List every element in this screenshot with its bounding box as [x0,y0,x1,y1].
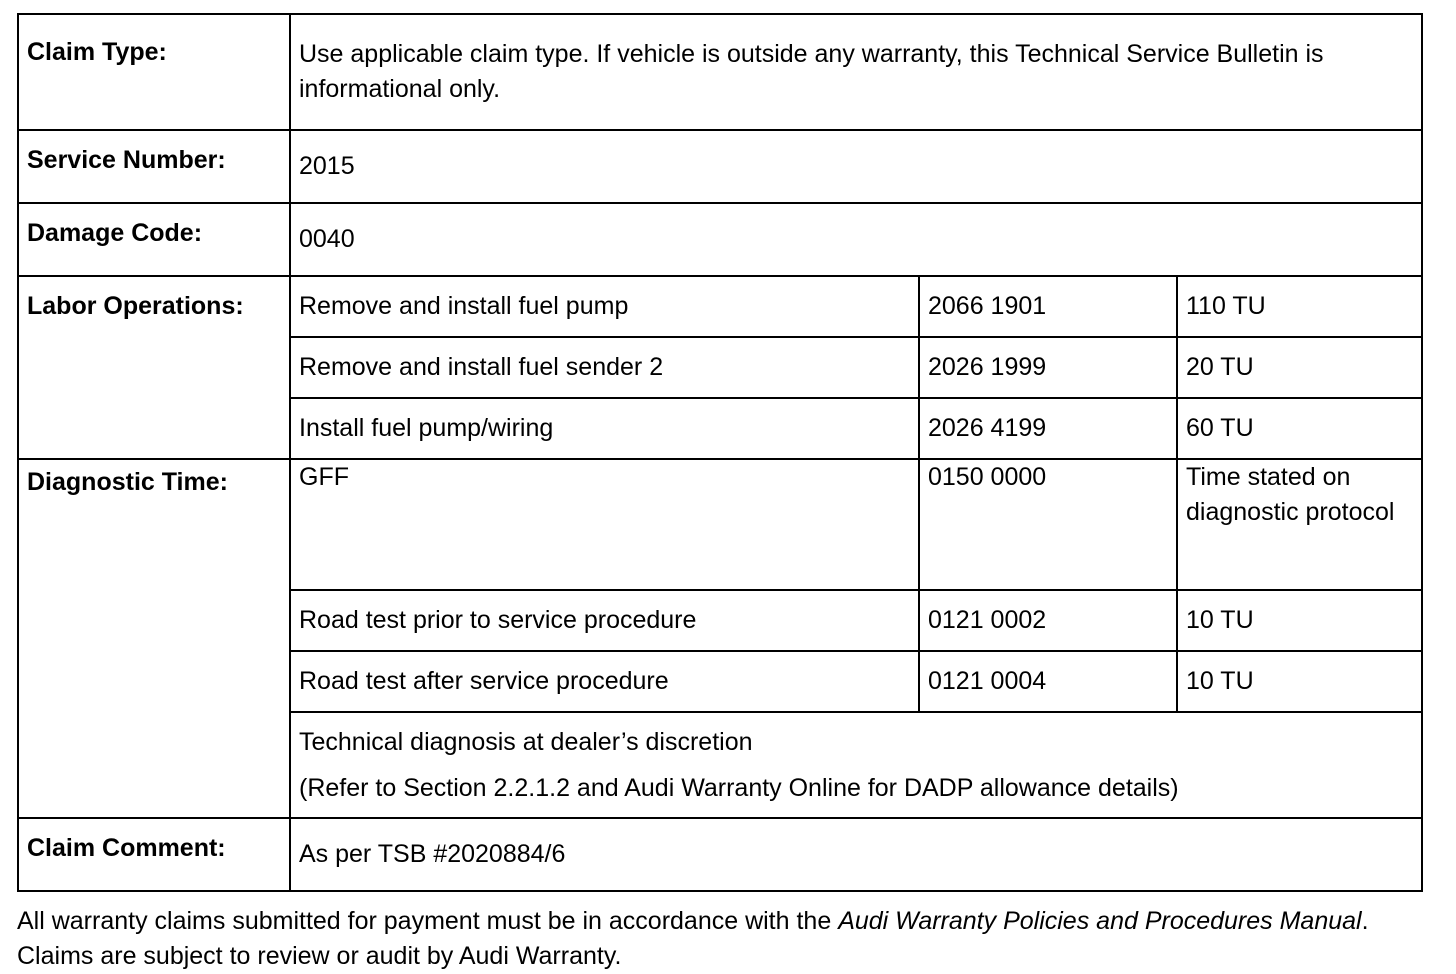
warranty-manual-title: Audi Warranty Policies and Procedures Manual [838,907,1362,935]
labor-op-time: 60 TU [1177,398,1422,459]
diagnostic-description: Road test prior to service procedure [290,590,919,651]
service-number-label: Service Number: [18,130,290,203]
diagnostic-time-label: Diagnostic Time: [18,459,290,818]
labor-operations-label: Labor Operations: [18,276,290,459]
dadp-reference-line: (Refer to Section 2.2.1.2 and Audi Warranty Online for DADP allowance details) [299,773,1179,802]
damage-code-label: Damage Code: [18,203,290,276]
labor-op-description: Remove and install fuel pump [290,276,919,337]
dealer-discretion-line: Technical diagnosis at dealer’s discretion [299,727,753,756]
claim-type-label: Claim Type: [18,14,290,130]
footer-text-after: . Claims are subject to review or audit by Audi Warranty. [17,907,1369,970]
dealer-discretion-note [290,712,1422,818]
diagnostic-code: 0121 0002 [919,590,1177,651]
labor-operation-row [18,276,1422,337]
diagnostic-description: Road test after service procedure [290,651,919,712]
labor-op-time: 20 TU [1177,337,1422,398]
diagnostic-time-value: 10 TU [1177,590,1422,651]
claim-comment-row [18,818,1422,891]
labor-op-time: 110 TU [1177,276,1422,337]
diagnostic-time-value: 10 TU [1177,651,1422,712]
claim-comment-label: Claim Comment: [18,818,290,891]
claim-type-row [18,14,1422,130]
service-number-row [18,130,1422,203]
diagnostic-description: GFF [290,459,919,590]
diagnostic-code: 0121 0004 [919,651,1177,712]
labor-op-code: 2026 1999 [919,337,1177,398]
damage-code-row [18,203,1422,276]
diagnostic-row [18,459,1422,590]
warranty-claim-document [17,13,1421,974]
labor-op-code: 2026 4199 [919,398,1177,459]
footer-text-before: All warranty claims submitted for payment must be in accordance with the [17,907,839,935]
service-number-value: 2015 [290,130,1422,203]
diagnostic-code: 0150 0000 [919,459,1177,590]
claim-info-table [17,13,1423,892]
warranty-footer-note [17,904,1421,974]
claim-type-value: Use applicable claim type. If vehicle is outside any warranty, this Technical Service Bulletin is informational only. [290,14,1422,130]
labor-op-description: Install fuel pump/wiring [290,398,919,459]
labor-op-description: Remove and install fuel sender 2 [290,337,919,398]
claim-comment-value: As per TSB #2020884/6 [290,818,1422,891]
labor-op-code: 2066 1901 [919,276,1177,337]
diagnostic-time-value: Time stated on diagnostic protocol [1177,459,1422,590]
damage-code-value: 0040 [290,203,1422,276]
